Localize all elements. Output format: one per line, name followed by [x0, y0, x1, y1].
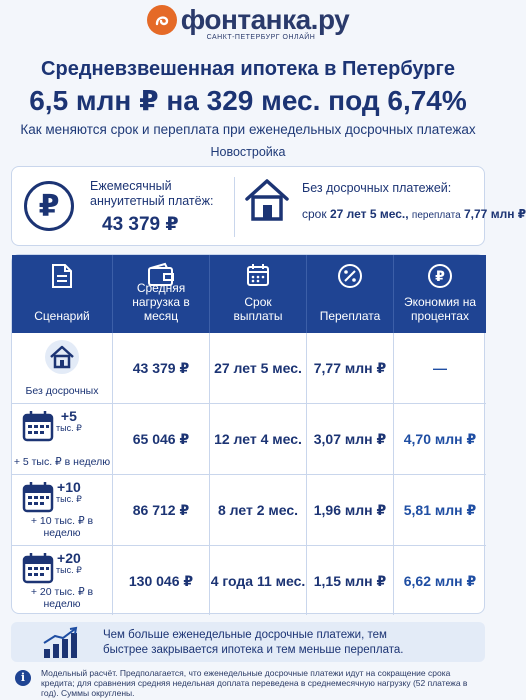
table-row — [12, 404, 486, 474]
plus-amount: +10 — [57, 479, 81, 495]
overpay-prefix: переплата — [411, 210, 461, 221]
table-row — [12, 546, 486, 616]
plus-amount: +5 — [60, 408, 77, 424]
brand-name: фонтанка.ру — [180, 4, 350, 35]
overpay-cell: 3,07 млн ₽ — [313, 430, 387, 447]
document-icon — [51, 263, 73, 289]
table-row — [12, 333, 486, 403]
plus-unit: тыс. ₽ — [56, 565, 82, 575]
headline: 6,5 млн ₽ на 329 мес. под 6,74% — [29, 85, 467, 116]
info-icon: i — [15, 670, 31, 686]
conclusion-text: Чем больше еженедельные досрочные платежи, тем быстрее закрывается ипотека и тем меньше переплата. — [103, 629, 404, 656]
col-term — [210, 255, 306, 333]
col-overpay — [307, 255, 393, 333]
house-icon — [244, 175, 290, 225]
saving-cell: 5,81 млн ₽ — [403, 501, 477, 518]
load-cell: 43 379 ₽ — [132, 359, 190, 376]
no-prepay-label: Без досрочных платежей: — [302, 181, 452, 195]
saving-cell: 4,70 млн ₽ — [403, 430, 477, 447]
term-cell: 27 лет 5 мес. — [214, 360, 302, 376]
calendar-icon — [22, 481, 54, 513]
header-label: Средняя нагрузка в месяц — [132, 281, 190, 323]
svg-text:₽: ₽ — [435, 269, 445, 285]
footnote-text: Модельный расчёт. Предполагается, что еженедельные досрочные платежи идут на сокращение срока кредита; для сравнения средняя недельная доплата переведена в среднемесячную нагрузку (52 платежа в год). Суммы округлены. — [41, 668, 468, 698]
brand-tagline: САНКТ-ПЕТЕРБУРГ ОНЛАЙН — [206, 34, 316, 41]
term-value: 27 лет 5 мес., — [329, 207, 409, 221]
growth-chart-icon — [41, 627, 81, 659]
conclusion-box — [11, 622, 485, 662]
calendar-icon — [22, 552, 54, 584]
scenario-cell — [12, 475, 112, 545]
logo-mark-icon — [147, 5, 177, 35]
plus-badge — [56, 479, 82, 505]
col-scenario — [12, 255, 112, 333]
header-label: Срок выплаты — [233, 295, 283, 323]
monthly-payment-label: Ежемесячный аннуитетный платёж: — [90, 179, 214, 208]
plus-badge — [56, 550, 82, 576]
overpay-value: 7,77 млн ₽ — [464, 207, 526, 221]
house-icon — [44, 339, 80, 375]
term-cell: 4 года 11 мес. — [210, 573, 306, 589]
scenario-cell — [12, 333, 112, 403]
ruble-coin-icon: ₽ — [24, 181, 74, 231]
overpay-cell: 1,15 млн ₽ — [313, 572, 387, 589]
load-cell: 86 712 ₽ — [132, 501, 190, 518]
summary-box — [11, 166, 526, 246]
monthly-payment-value: 43 379 ₽ — [102, 214, 179, 235]
table-row — [12, 475, 486, 545]
saving-cell: — — [433, 360, 447, 376]
subtitle: Как меняются срок и переплата при еженедельных досрочных платежах — [20, 122, 476, 137]
col-saving — [394, 255, 486, 333]
brand-logo — [0, 4, 496, 50]
term-cell: 12 лет 4 мес. — [214, 431, 302, 447]
table-header — [12, 255, 486, 333]
percent-icon — [337, 263, 363, 289]
term-prefix: срок — [302, 207, 327, 221]
scenario-label: + 5 тыс. ₽ в неделю — [13, 456, 111, 468]
load-cell: 130 046 ₽ — [128, 572, 194, 589]
overpay-cell: 7,77 млн ₽ — [313, 359, 387, 376]
calendar-icon — [22, 410, 54, 442]
saving-cell: 6,62 млн ₽ — [403, 572, 477, 589]
segment-label: Новостройка — [210, 145, 286, 159]
header-label: Экономия на процентах — [403, 295, 477, 323]
overpay-cell: 1,96 млн ₽ — [313, 501, 387, 518]
col-load — [113, 255, 209, 333]
scenario-label: Без досрочных — [25, 385, 99, 397]
scenario-label: + 20 тыс. ₽ в неделю — [30, 586, 94, 610]
term-cell: 8 лет 2 мес. — [217, 502, 299, 518]
footnote — [11, 668, 485, 698]
plus-badge — [56, 408, 82, 434]
calendar-icon — [246, 263, 270, 287]
scenario-cell — [12, 546, 112, 616]
scenario-cell — [12, 404, 112, 474]
ruble-icon — [427, 263, 453, 289]
scenario-label: + 10 тыс. ₽ в неделю — [30, 515, 94, 539]
no-prepay-details — [302, 207, 526, 221]
plus-amount: +20 — [57, 550, 81, 566]
plus-unit: тыс. ₽ — [56, 494, 82, 504]
page-title: Средневзвешенная ипотека в Петербурге — [41, 58, 455, 80]
load-cell: 65 046 ₽ — [132, 430, 190, 447]
divider — [234, 177, 235, 237]
header-label: Сценарий — [34, 309, 90, 323]
header-label: Переплата — [319, 309, 381, 323]
scenarios-table — [11, 254, 485, 614]
plus-unit: тыс. ₽ — [56, 423, 82, 433]
